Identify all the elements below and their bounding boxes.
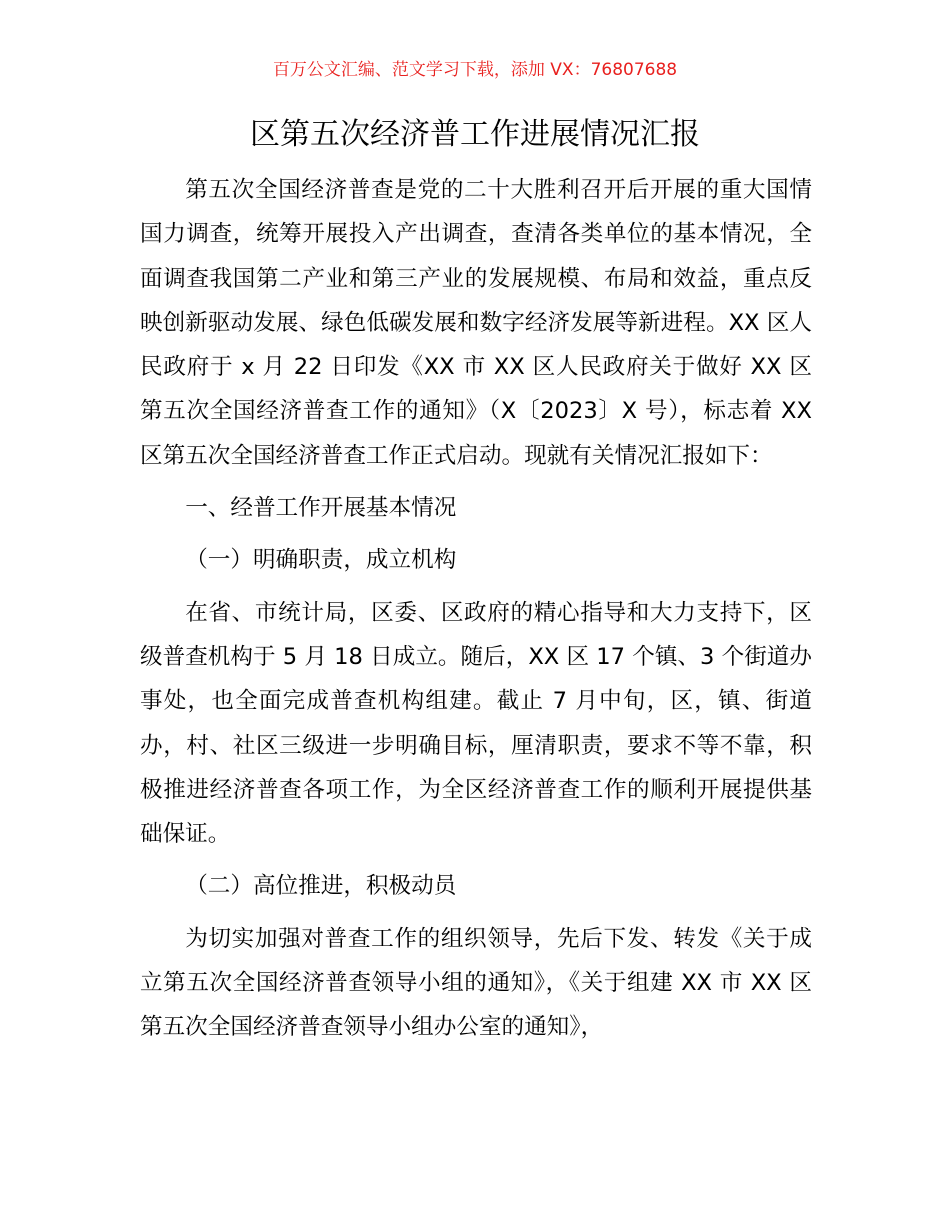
- section-heading-1: 一、经普工作开展基本情况: [185, 495, 457, 522]
- subsection-heading-1: （一）明确职责，成立机构: [185, 547, 457, 574]
- paragraph-institutions: 在省、市统计局，区委、区政府的精心指导和大力支持下，区级普查机构于 5 月 18 日成立。随后，XX 区 17 个镇、3 个街道办事处，也全面完成普查机构组建。截止 7 月中旬，区，镇、街道办，村、社区三级进一步明确目标，厘清职责，要求不等不靠，积极推进经济普查各项工作，为全区经济普查工作的顺利开展提供基础保证。: [140, 599, 812, 848]
- subsection-heading-2: （二）高位推进，积极动员: [185, 873, 457, 900]
- paragraph-intro: 第五次全国经济普查是党的二十大胜利召开后开展的重大国情国力调查，统筹开展投入产出调查，查清各类单位的基本情况，全面调查我国第二产业和第三产业的发展规模、布局和效益，重点反映创新驱动发展、绿色低碳发展和数字经济发展等新进程。XX 区人民政府于 x 月 22 日印发《XX 市 XX 区人民政府关于做好 XX 区第五次全国经济普查工作的通知》（X〔2023〕X 号），标志着 XX 区第五次全国经济普查工作正式启动。现就有关情况汇报如下：: [140, 177, 812, 469]
- document-title: 区第五次经济普工作进展情况汇报: [250, 117, 700, 152]
- document-body: [140, 168, 812, 1058]
- paragraph-mobilization: 为切实加强对普查工作的组织领导，先后下发、转发《关于成立第五次全国经济普查领导小组的通知》，《关于组建 XX 市 XX 区第五次全国经济普查领导小组办公室的通知》，: [140, 925, 812, 1041]
- header-watermark-note: 百万公文汇编、范文学习下载，添加 VX：76807688: [272, 60, 678, 80]
